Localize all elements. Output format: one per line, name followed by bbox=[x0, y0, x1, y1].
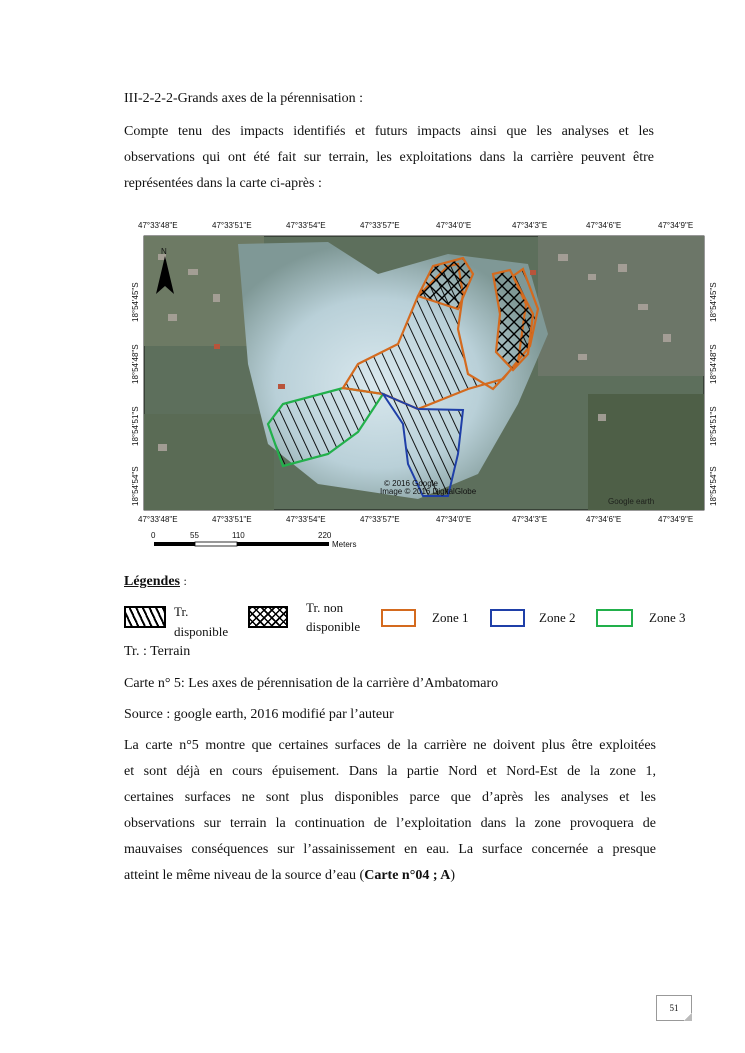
latitude-label: 18°54'45"S bbox=[131, 282, 140, 322]
legend-label-zone1: Zone 1 bbox=[432, 610, 469, 625]
latitude-label: 18°54'51"S bbox=[131, 406, 140, 446]
top-longitude-labels bbox=[138, 221, 693, 230]
legend-label-tr-disponible-2: disponible bbox=[174, 624, 229, 639]
body-line: certaines surfaces ne sont plus disponibles parce que d’après les analyses et les bbox=[124, 790, 656, 805]
section-heading: III-2-2-2-Grands axes de la pérennisation : bbox=[124, 91, 364, 106]
longitude-label: 47°33'57"E bbox=[360, 221, 400, 230]
google-earth-watermark: Google earth bbox=[608, 497, 655, 506]
intro-line: Compte tenu des impacts identifiés et futurs impacts ainsi que les analyses et les bbox=[124, 124, 654, 139]
scale-tick: 220 bbox=[318, 531, 332, 540]
longitude-label: 47°34'0"E bbox=[436, 515, 472, 524]
longitude-label: 47°34'9"E bbox=[658, 515, 694, 524]
legend-swatch-tr-non-disponible bbox=[248, 606, 288, 628]
latitude-label: 18°54'48"S bbox=[131, 344, 140, 384]
legend-label-tr-disponible-1: Tr. bbox=[174, 604, 189, 619]
map-caption: Carte n° 5: Les axes de pérennisation de la carrière d’Ambatomaro bbox=[124, 676, 499, 691]
body-line-text: atteint le même niveau de la source d’eau ( bbox=[124, 868, 365, 883]
body-line-end: ) bbox=[450, 868, 455, 883]
page-number: 51 bbox=[656, 995, 692, 1021]
north-label: N bbox=[161, 247, 167, 256]
left-latitude-labels bbox=[131, 282, 140, 506]
legend-swatch-zone3 bbox=[596, 609, 633, 627]
longitude-label: 47°34'6"E bbox=[586, 221, 622, 230]
longitude-label: 47°34'0"E bbox=[436, 221, 472, 230]
imagery-credit: Image © 2016 DigitalGlobe bbox=[380, 487, 477, 496]
legend-title bbox=[124, 568, 187, 595]
legend-abbreviation: Tr. : Terrain bbox=[124, 644, 191, 659]
latitude-label: 18°54'51"S bbox=[709, 406, 718, 446]
longitude-label: 47°34'3"E bbox=[512, 515, 548, 524]
intro-line: représentées dans la carte ci-après : bbox=[124, 176, 322, 191]
latitude-label: 18°54'48"S bbox=[709, 344, 718, 384]
scale-tick: 110 bbox=[232, 531, 245, 540]
longitude-label: 47°34'3"E bbox=[512, 221, 548, 230]
legend-title-text: Légendes bbox=[124, 574, 180, 589]
longitude-label: 47°34'9"E bbox=[658, 221, 694, 230]
longitude-label: 47°33'48"E bbox=[138, 515, 178, 524]
longitude-label: 47°33'51"E bbox=[212, 221, 252, 230]
longitude-label: 47°33'57"E bbox=[360, 515, 400, 524]
scale-unit: Meters bbox=[332, 540, 357, 549]
longitude-label: 47°33'51"E bbox=[212, 515, 252, 524]
imagery-credit: © 2016 Google bbox=[384, 479, 438, 488]
right-latitude-labels bbox=[709, 282, 718, 506]
latitude-label: 18°54'54"S bbox=[131, 466, 140, 506]
legend-label-zone2: Zone 2 bbox=[539, 610, 576, 625]
longitude-label: 47°33'48"E bbox=[138, 221, 178, 230]
intro-line: observations qui ont été fait sur terrain, les exploitations dans la carrière peuvent être bbox=[124, 150, 654, 165]
bottom-longitude-labels bbox=[138, 515, 693, 524]
latitude-label: 18°54'45"S bbox=[709, 282, 718, 322]
body-line bbox=[124, 863, 656, 889]
legend-title-colon: : bbox=[183, 574, 187, 588]
legend-swatch-tr-disponible bbox=[124, 606, 166, 628]
body-line: et sont déjà en cours épuisement. Dans la partie Nord et Nord-Est de la zone 1, bbox=[124, 764, 656, 779]
legend-label-tr-non-disponible-1: Tr. non bbox=[306, 600, 344, 615]
longitude-label: 47°33'54"E bbox=[286, 221, 326, 230]
scale-tick: 55 bbox=[190, 531, 199, 540]
latitude-label: 18°54'54"S bbox=[709, 466, 718, 506]
legend-label-tr-non-disponible-2: disponible bbox=[306, 619, 361, 634]
scale-bar bbox=[151, 531, 356, 549]
scale-tick: 0 bbox=[151, 531, 156, 540]
longitude-label: 47°34'6"E bbox=[586, 515, 622, 524]
body-line: mauvaises conséquences sur l’assainissement en eau. La surface concernée a presque bbox=[124, 842, 656, 857]
legend-label-zone3: Zone 3 bbox=[649, 610, 686, 625]
legend-swatch-zone1 bbox=[381, 609, 416, 627]
longitude-label: 47°33'54"E bbox=[286, 515, 326, 524]
legend-swatch-zone2 bbox=[490, 609, 525, 627]
map-source: Source : google earth, 2016 modifié par l’auteur bbox=[124, 707, 394, 722]
body-line: La carte n°5 montre que certaines surfaces de la carrière ne doivent plus être exploitées bbox=[124, 738, 656, 753]
map-reference: Carte n°04 ; A bbox=[364, 868, 451, 883]
quarry-map bbox=[118, 214, 718, 554]
body-line: observations sur terrain la continuation de l’exploitation dans la zone provoquera de bbox=[124, 816, 656, 831]
